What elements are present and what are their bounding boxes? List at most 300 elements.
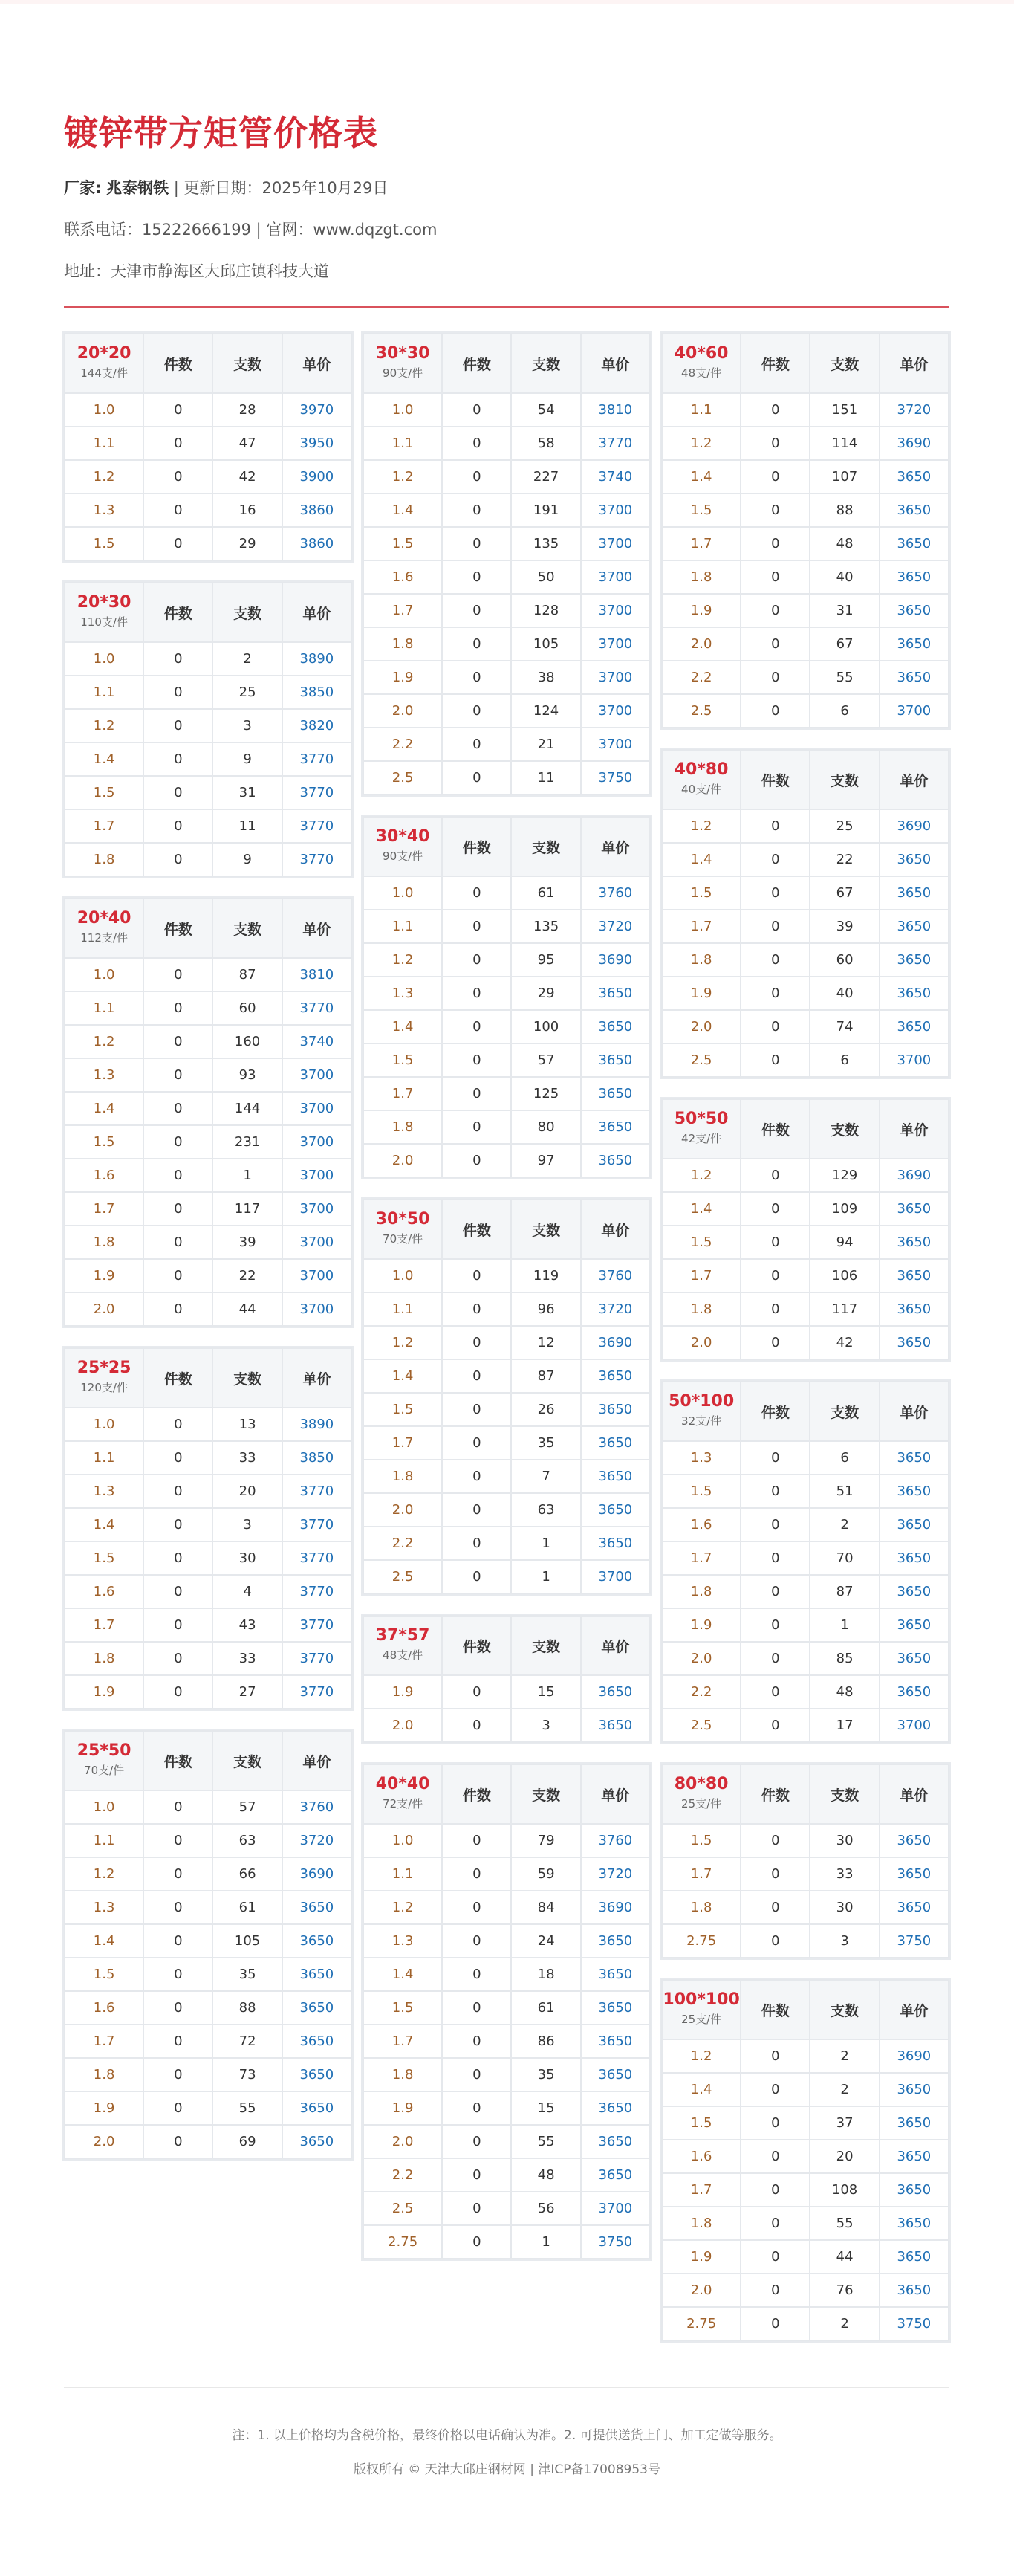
price-cell: 3650 <box>880 1326 949 1359</box>
sticks-cell: 117 <box>810 1292 879 1326</box>
sticks-header: 支数 <box>810 334 879 393</box>
count-cell: 0 <box>442 1043 511 1077</box>
thickness-cell: 1.5 <box>65 776 143 809</box>
thickness-cell: 1.1 <box>65 1824 143 1857</box>
table-row <box>363 493 650 527</box>
sticks-cell: 17 <box>810 1709 879 1742</box>
table-row <box>662 1475 949 1508</box>
thickness-cell: 1.7 <box>662 1857 741 1891</box>
price-cell: 3650 <box>880 594 949 627</box>
spec-name: 30*50 <box>375 1210 430 1229</box>
thickness-cell: 1.8 <box>65 1226 143 1259</box>
count-cell: 0 <box>741 2274 810 2307</box>
sticks-cell: 11 <box>212 809 282 843</box>
table-row <box>65 809 351 843</box>
price-cell: 3700 <box>282 1192 351 1226</box>
price-header: 单价 <box>282 583 351 642</box>
table-row <box>363 2091 650 2125</box>
table-row <box>662 809 949 843</box>
price-cell: 3650 <box>282 2058 351 2091</box>
count-cell: 0 <box>741 1508 810 1541</box>
sticks-cell: 37 <box>810 2106 879 2140</box>
thickness-cell: 1.4 <box>65 1924 143 1958</box>
sticks-cell: 3 <box>212 709 282 742</box>
thickness-cell: 1.5 <box>65 1541 143 1575</box>
sticks-cell: 63 <box>212 1824 282 1857</box>
sticks-cell: 12 <box>511 1326 580 1359</box>
price-table <box>363 1764 651 2259</box>
thickness-cell: 2.5 <box>363 761 442 795</box>
spec-name: 20*40 <box>77 909 131 928</box>
sticks-cell: 20 <box>810 2140 879 2173</box>
count-cell: 0 <box>741 2140 810 2173</box>
spec-header-cell <box>363 1616 442 1675</box>
price-cell: 3760 <box>581 876 650 910</box>
spec-header-cell <box>662 1099 741 1159</box>
table-row <box>662 1441 949 1475</box>
count-cell: 0 <box>442 2158 511 2192</box>
count-cell: 0 <box>741 1541 810 1575</box>
spec-name: 50*50 <box>674 1110 729 1128</box>
price-table-header <box>662 1764 949 1824</box>
price-cell: 3650 <box>880 1508 949 1541</box>
price-table-header <box>65 899 351 958</box>
price-cell: 3650 <box>880 661 949 694</box>
table-row <box>662 694 949 728</box>
header-row <box>662 334 949 393</box>
table-row <box>363 1527 650 1560</box>
sticks-cell: 9 <box>212 843 282 876</box>
thickness-cell: 1.9 <box>65 1259 143 1292</box>
table-row <box>65 460 351 493</box>
sticks-cell: 128 <box>511 594 580 627</box>
price-cell: 3650 <box>282 1924 351 1958</box>
table-row <box>662 843 949 876</box>
price-cell: 3650 <box>880 1675 949 1709</box>
count-cell: 0 <box>143 1924 212 1958</box>
count-cell: 0 <box>143 676 212 709</box>
price-cell: 3860 <box>282 527 351 560</box>
price-cell: 3720 <box>282 1824 351 1857</box>
table-row <box>662 594 949 627</box>
thickness-cell: 1.9 <box>363 1675 442 1709</box>
price-cell: 3770 <box>282 1541 351 1575</box>
count-cell: 0 <box>442 627 511 661</box>
thickness-cell: 1.5 <box>363 1991 442 2025</box>
sticks-cell: 96 <box>511 1292 580 1326</box>
thickness-cell: 1.8 <box>363 1460 442 1493</box>
thickness-cell: 2.0 <box>363 1493 442 1527</box>
header-row <box>662 1382 949 1441</box>
sticks-cell: 125 <box>511 1077 580 1110</box>
count-cell: 0 <box>741 2240 810 2274</box>
table-row <box>65 1958 351 1991</box>
count-header: 件数 <box>741 334 810 393</box>
price-table <box>64 1347 352 1709</box>
pieces-per-bundle: 32支/件 <box>681 1414 722 1428</box>
sticks-cell: 6 <box>810 694 879 728</box>
count-cell: 0 <box>442 943 511 977</box>
sticks-cell: 55 <box>212 2091 282 2125</box>
sticks-cell: 79 <box>511 1824 580 1857</box>
count-cell: 0 <box>741 627 810 661</box>
price-table-body <box>662 393 949 728</box>
sticks-header: 支数 <box>212 1348 282 1408</box>
price-table-header <box>65 583 351 642</box>
table-row <box>662 627 949 661</box>
count-cell: 0 <box>741 843 810 876</box>
thickness-cell: 1.2 <box>363 943 442 977</box>
price-table <box>363 1615 651 1743</box>
header-row <box>65 1731 351 1790</box>
price-cell: 3760 <box>581 1259 650 1292</box>
count-cell: 0 <box>442 1144 511 1177</box>
count-cell: 0 <box>143 393 212 427</box>
count-cell: 0 <box>741 1259 810 1292</box>
table-row <box>363 2125 650 2158</box>
header-row <box>363 1200 650 1259</box>
sticks-cell: 20 <box>212 1475 282 1508</box>
sticks-cell: 35 <box>511 2058 580 2091</box>
count-cell: 0 <box>442 1857 511 1891</box>
price-cell: 3750 <box>581 2225 650 2259</box>
price-table <box>363 1199 651 1594</box>
pieces-per-bundle: 42支/件 <box>681 1132 722 1145</box>
table-row <box>662 1709 949 1742</box>
count-cell: 0 <box>143 1226 212 1259</box>
count-cell: 0 <box>442 1326 511 1359</box>
table-row <box>363 1460 650 1493</box>
price-table-header <box>363 1616 650 1675</box>
count-cell: 0 <box>741 1924 810 1958</box>
table-row <box>363 661 650 694</box>
table-row <box>65 1642 351 1675</box>
table-row <box>65 1924 351 1958</box>
thickness-cell: 1.5 <box>65 1958 143 1991</box>
thickness-cell: 2.0 <box>363 1144 442 1177</box>
price-cell: 3700 <box>282 1259 351 1292</box>
count-cell: 0 <box>741 527 810 560</box>
sticks-cell: 231 <box>212 1125 282 1159</box>
table-row <box>363 1560 650 1593</box>
price-cell: 3700 <box>581 560 650 594</box>
count-cell: 0 <box>143 1608 212 1642</box>
sticks-cell: 94 <box>810 1226 879 1259</box>
sticks-cell: 151 <box>810 393 879 427</box>
count-header: 件数 <box>442 817 511 876</box>
sticks-cell: 88 <box>212 1991 282 2025</box>
sticks-cell: 13 <box>212 1408 282 1441</box>
update-date: | 更新日期：2025年10月29日 <box>169 179 389 197</box>
price-cell: 3770 <box>282 1642 351 1675</box>
count-cell: 0 <box>442 1824 511 1857</box>
count-cell: 0 <box>442 1460 511 1493</box>
sticks-cell: 55 <box>511 2125 580 2158</box>
price-cell: 3810 <box>581 393 650 427</box>
sticks-cell: 30 <box>810 1824 879 1857</box>
price-cell: 3650 <box>581 1077 650 1110</box>
price-table-body <box>65 958 351 1326</box>
sticks-header: 支数 <box>212 1731 282 1790</box>
count-cell: 0 <box>741 1857 810 1891</box>
count-cell: 0 <box>741 393 810 427</box>
price-table <box>64 1730 352 2159</box>
sticks-cell: 2 <box>810 2039 879 2073</box>
count-cell: 0 <box>143 493 212 527</box>
count-cell: 0 <box>442 2225 511 2259</box>
table-row <box>363 1426 650 1460</box>
thickness-cell: 1.0 <box>65 393 143 427</box>
pieces-per-bundle: 144支/件 <box>80 366 128 380</box>
sticks-cell: 30 <box>810 1891 879 1924</box>
price-cell: 3650 <box>880 977 949 1010</box>
count-cell: 0 <box>143 1675 212 1709</box>
table-row <box>363 1043 650 1077</box>
sticks-cell: 70 <box>810 1541 879 1575</box>
price-cell: 3770 <box>282 742 351 776</box>
count-cell: 0 <box>442 910 511 943</box>
table-row <box>363 594 650 627</box>
price-header: 单价 <box>880 334 949 393</box>
price-cell: 3970 <box>282 393 351 427</box>
sticks-cell: 105 <box>511 627 580 661</box>
thickness-cell: 1.1 <box>363 1292 442 1326</box>
count-cell: 0 <box>442 1110 511 1144</box>
spec-header-cell <box>65 583 143 642</box>
thickness-cell: 2.5 <box>662 1043 741 1077</box>
header-row <box>363 1764 650 1824</box>
contact-line: 联系电话：15222666199 | 官网：www.dqzgt.com <box>64 221 438 239</box>
table-row <box>65 676 351 709</box>
sticks-cell: 15 <box>511 1675 580 1709</box>
thickness-cell: 2.5 <box>662 1709 741 1742</box>
table-row <box>363 1010 650 1043</box>
price-cell: 3770 <box>282 1608 351 1642</box>
count-cell: 0 <box>741 460 810 493</box>
thickness-cell: 2.0 <box>363 1709 442 1742</box>
price-cell: 3650 <box>880 527 949 560</box>
price-cell: 3650 <box>880 1192 949 1226</box>
sticks-cell: 60 <box>212 991 282 1025</box>
thickness-cell: 1.8 <box>65 2058 143 2091</box>
table-row <box>65 1058 351 1092</box>
thickness-cell: 2.0 <box>65 2125 143 2158</box>
price-cell: 3770 <box>282 1675 351 1709</box>
count-cell: 0 <box>442 1991 511 2025</box>
thickness-cell: 1.4 <box>662 843 741 876</box>
thickness-cell: 2.0 <box>662 1010 741 1043</box>
thickness-cell: 1.7 <box>662 910 741 943</box>
thickness-cell: 1.4 <box>363 1359 442 1393</box>
price-table-header <box>662 1980 949 2039</box>
count-cell: 0 <box>442 977 511 1010</box>
count-cell: 0 <box>741 977 810 1010</box>
spec-header-cell <box>363 1200 442 1259</box>
count-cell: 0 <box>143 776 212 809</box>
header-row <box>65 583 351 642</box>
count-cell: 0 <box>143 2091 212 2125</box>
table-row <box>363 1326 650 1359</box>
pieces-per-bundle: 72支/件 <box>383 1797 423 1810</box>
price-cell: 3850 <box>282 676 351 709</box>
price-cell: 3700 <box>880 1043 949 1077</box>
pieces-per-bundle: 110支/件 <box>80 615 128 629</box>
price-header: 单价 <box>880 1980 949 2039</box>
thickness-cell: 2.0 <box>662 1326 741 1359</box>
thickness-cell: 1.6 <box>65 1991 143 2025</box>
price-table <box>661 1098 949 1360</box>
header-row <box>662 1764 949 1824</box>
thickness-cell: 1.2 <box>65 460 143 493</box>
pieces-per-bundle: 25支/件 <box>681 2013 722 2026</box>
table-row <box>65 1608 351 1642</box>
sticks-header: 支数 <box>511 1616 580 1675</box>
price-header: 单价 <box>880 750 949 809</box>
sticks-header: 支数 <box>212 583 282 642</box>
sticks-cell: 108 <box>810 2173 879 2207</box>
thickness-cell: 1.6 <box>363 560 442 594</box>
price-cell: 3650 <box>581 1043 650 1077</box>
price-column-2 <box>363 333 651 2280</box>
thickness-cell: 1.0 <box>65 958 143 991</box>
thickness-cell: 1.9 <box>363 2091 442 2125</box>
price-cell: 3720 <box>880 393 949 427</box>
count-cell: 0 <box>143 1259 212 1292</box>
count-cell: 0 <box>741 1010 810 1043</box>
count-cell: 0 <box>143 2058 212 2091</box>
thickness-cell: 1.8 <box>363 2058 442 2091</box>
price-header: 单价 <box>581 334 650 393</box>
thickness-cell: 1.6 <box>65 1575 143 1608</box>
sticks-cell: 48 <box>511 2158 580 2192</box>
price-cell: 3700 <box>581 728 650 761</box>
table-row <box>662 2207 949 2240</box>
sticks-cell: 47 <box>212 427 282 460</box>
count-cell: 0 <box>442 393 511 427</box>
count-cell: 0 <box>143 1092 212 1125</box>
count-cell: 0 <box>442 728 511 761</box>
table-row <box>65 1541 351 1575</box>
sticks-header: 支数 <box>511 1200 580 1259</box>
thickness-cell: 2.2 <box>363 728 442 761</box>
sticks-cell: 4 <box>212 1575 282 1608</box>
sticks-cell: 1 <box>212 1159 282 1192</box>
thickness-cell: 1.7 <box>65 2025 143 2058</box>
count-cell: 0 <box>442 876 511 910</box>
price-table-header <box>65 334 351 393</box>
count-cell: 0 <box>442 1560 511 1593</box>
price-cell: 3650 <box>880 493 949 527</box>
price-table-body <box>363 1259 650 1593</box>
sticks-cell: 38 <box>511 661 580 694</box>
sticks-cell: 66 <box>212 1857 282 1891</box>
count-cell: 0 <box>741 1475 810 1508</box>
count-cell: 0 <box>143 1192 212 1226</box>
count-cell: 0 <box>143 1292 212 1326</box>
spec-header-cell <box>65 334 143 393</box>
pieces-per-bundle: 90支/件 <box>383 850 423 863</box>
price-cell: 3760 <box>581 1824 650 1857</box>
footer-note: 注：1. 以上价格均为含税价格，最终价格以电话确认为准。2. 可提供送货上门、加工定做等服务。 <box>232 2428 782 2443</box>
count-header: 件数 <box>442 1616 511 1675</box>
thickness-cell: 1.8 <box>662 943 741 977</box>
price-cell: 3690 <box>880 809 949 843</box>
price-table-body <box>662 2039 949 2340</box>
count-cell: 0 <box>143 958 212 991</box>
thickness-cell: 2.0 <box>662 627 741 661</box>
sticks-cell: 61 <box>212 1891 282 1924</box>
thickness-cell: 2.0 <box>662 1642 741 1675</box>
price-table-header <box>662 1382 949 1441</box>
price-cell: 3700 <box>282 1159 351 1192</box>
table-row <box>662 661 949 694</box>
count-cell: 0 <box>143 1891 212 1924</box>
price-cell: 3650 <box>880 2274 949 2307</box>
spec-header-cell <box>662 334 741 393</box>
price-cell: 3770 <box>282 1475 351 1508</box>
sticks-cell: 33 <box>810 1857 879 1891</box>
thickness-cell: 2.5 <box>662 694 741 728</box>
table-row <box>662 943 949 977</box>
price-table-header <box>363 1764 650 1824</box>
sticks-cell: 135 <box>511 527 580 560</box>
table-row <box>363 1077 650 1110</box>
table-row <box>662 2073 949 2106</box>
count-cell: 0 <box>143 427 212 460</box>
price-table <box>64 333 352 561</box>
price-table-header <box>363 334 650 393</box>
price-cell: 3650 <box>581 1359 650 1393</box>
count-cell: 0 <box>143 1058 212 1092</box>
table-row <box>65 776 351 809</box>
thickness-cell: 2.0 <box>662 2274 741 2307</box>
price-cell: 3650 <box>880 2106 949 2140</box>
sticks-cell: 2 <box>810 2307 879 2340</box>
sticks-cell: 69 <box>212 2125 282 2158</box>
sticks-header: 支数 <box>511 817 580 876</box>
price-cell: 3650 <box>880 1010 949 1043</box>
table-row <box>662 1043 949 1077</box>
table-row <box>65 2058 351 2091</box>
spec-name: 30*30 <box>375 344 430 363</box>
thickness-cell: 1.1 <box>65 676 143 709</box>
thickness-cell: 1.0 <box>65 1790 143 1824</box>
thickness-cell: 1.8 <box>363 627 442 661</box>
price-cell: 3650 <box>880 1292 949 1326</box>
sticks-header: 支数 <box>511 1764 580 1824</box>
count-cell: 0 <box>442 594 511 627</box>
thickness-cell: 1.1 <box>662 393 741 427</box>
spec-header-cell <box>65 1348 143 1408</box>
sticks-cell: 74 <box>810 1010 879 1043</box>
header-row <box>662 1099 949 1159</box>
thickness-cell: 1.5 <box>662 1226 741 1259</box>
table-row <box>363 1675 650 1709</box>
price-cell: 3740 <box>282 1025 351 1058</box>
thickness-cell: 2.2 <box>363 1527 442 1560</box>
table-row <box>363 527 650 560</box>
sticks-cell: 42 <box>212 460 282 493</box>
footer-divider <box>64 2387 949 2388</box>
thickness-cell: 1.4 <box>363 493 442 527</box>
count-cell: 0 <box>143 1642 212 1675</box>
spec-name: 40*80 <box>674 760 729 779</box>
sticks-cell: 29 <box>212 527 282 560</box>
thickness-cell: 1.7 <box>662 2173 741 2207</box>
thickness-cell: 1.4 <box>662 460 741 493</box>
sticks-cell: 30 <box>212 1541 282 1575</box>
sticks-cell: 25 <box>212 676 282 709</box>
